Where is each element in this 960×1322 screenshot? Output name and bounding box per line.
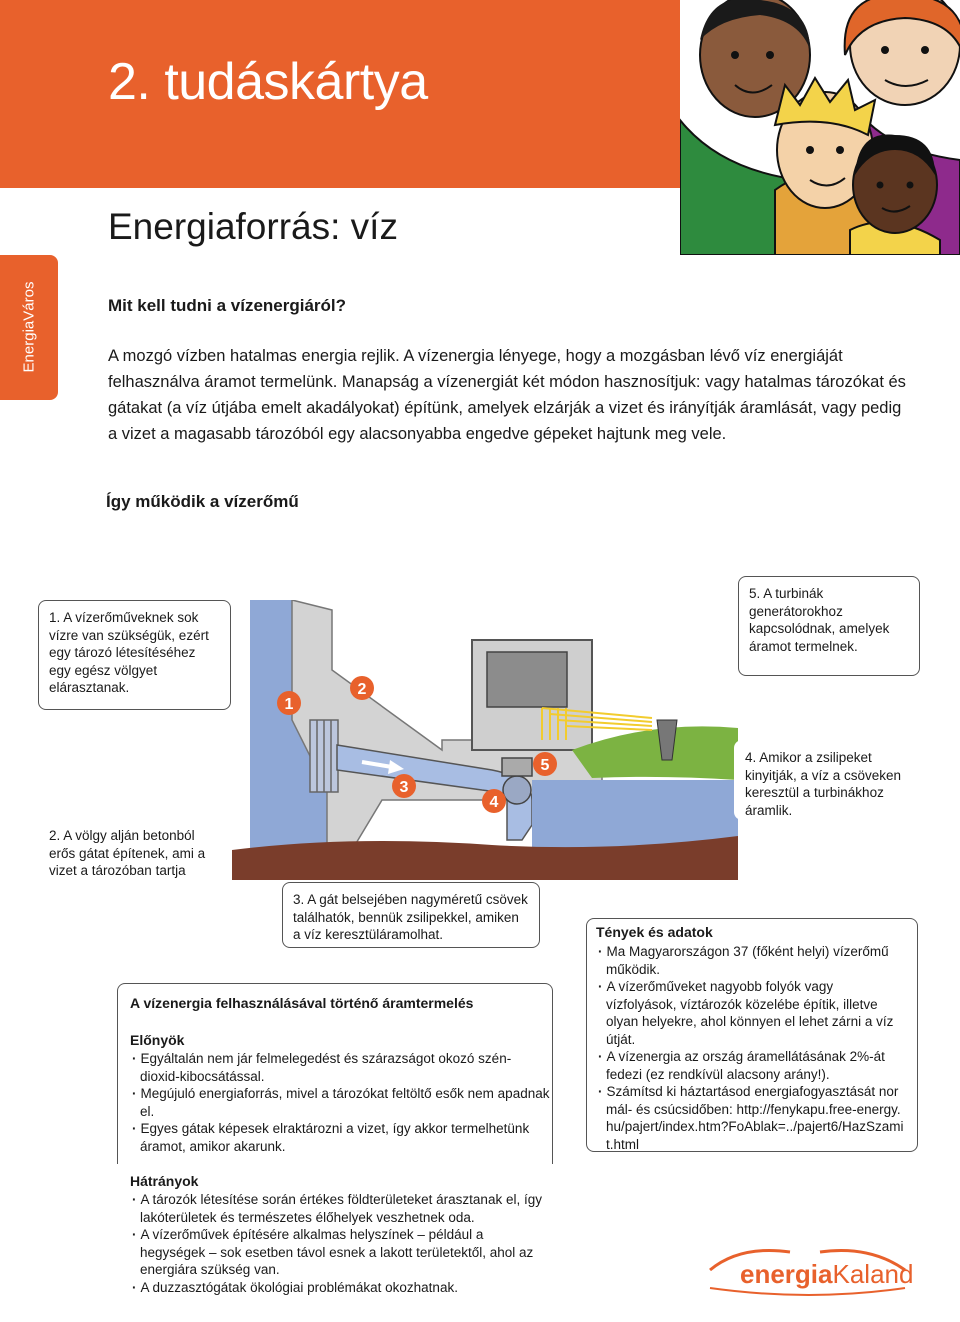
intro-heading: Mit kell tudni a vízenergiáról? — [108, 296, 347, 315]
fact-item: · Ma Magyarországon 37 (főként helyi) vízerőmű működik. — [596, 943, 906, 978]
disadvantages-list — [130, 1191, 545, 1296]
energiakaland-logo — [740, 1259, 913, 1290]
facts-list — [596, 943, 906, 1153]
diagram-callout-4: 4. Amikor a zsilipeket kinyitják, a víz a csöveken keresztül a turbinákhoz áramlik. — [734, 740, 920, 820]
svg-text:1: 1 — [284, 696, 294, 713]
diagram-callout-3: 3. A gát belsejében nagyméretű csövek találhatók, bennük zsilipekkel, amiken a víz keresztüláramolhat. — [282, 882, 540, 948]
disadvantage-item: · A duzzasztógátak ökológiai problémákat okozhatnak. — [130, 1279, 545, 1297]
svg-text:4: 4 — [489, 794, 499, 811]
hydropower-diagram — [232, 600, 738, 880]
side-tab-label: EnergiaVáros — [20, 281, 38, 373]
logo-part-kaland: Kaland — [832, 1259, 914, 1289]
diagram-callout-2: 2. A völgy alján betonból erős gátat építenek, ami a vizet a tározóban tartja — [38, 818, 226, 886]
diagram-callout-1: 1. A vízerőműveknek sok vízre van szükségük, ezért egy tározó létesítéséhez egy egész völgyet elárasztanak. — [38, 600, 231, 710]
energy-box-title: A vízenergia felhasználásával történő áramtermelés — [130, 995, 474, 1011]
fact-item: · A vízerőműveket nagyobb folyók vagy vízfolyások, víztározók közelébe építik, illetve olyan helyekre, ahol könnyen el lehet zárni a víz útját. — [596, 978, 906, 1048]
disadvantages-heading: Hátrányok — [130, 1173, 199, 1189]
diagram-callout-5: 5. A turbinák generátorokhoz kapcsolódnak, amelyek áramot termelnek. — [738, 576, 920, 676]
advantages-list — [130, 1050, 550, 1155]
subtitle: Energiaforrás: víz — [108, 206, 398, 247]
fact-item: · Számítsd ki háztartásod energiafogyasztását normál- és csúcsidőben: http://fenykapu.free-energy.hu/pajert/index.htm?FoAblak=../pajert6/HazSzamit.html — [596, 1083, 906, 1153]
diagram-marker-2 — [350, 676, 374, 700]
diagram-marker-5 — [533, 752, 557, 776]
disadvantage-item: · A tározók létesítése során értékes földterületeket árasztanak el, így lakóterületek és természetes élőhelyek veszhetnek oda. — [130, 1191, 545, 1226]
diagram-marker-1 — [277, 691, 301, 715]
advantage-item: · Egyáltalán nem jár felmelegedést és szárazságot okozó szén-dioxid-kibocsátással. — [130, 1050, 550, 1085]
diagram-heading: Így működik a vízerőmű — [106, 492, 299, 511]
diagram-marker-3 — [392, 774, 416, 798]
svg-text:5: 5 — [540, 757, 550, 774]
page-title: 2. tudáskártya — [108, 53, 428, 111]
advantage-item: · Megújuló energiaforrás, mivel a tározókat feltöltő esők nem apadnak el. — [130, 1085, 550, 1120]
diagram-marker-4 — [482, 789, 506, 813]
advantages-heading: Előnyök — [130, 1032, 185, 1048]
svg-text:2: 2 — [357, 681, 367, 698]
fact-item: · A vízenergia az ország áramellátásának 2%-át fedezi (ez rendkívül alacsony arány!). — [596, 1048, 906, 1083]
intro-text: A mozgó vízben hatalmas energia rejlik. A vízenergia lényege, hogy a mozgásban lévő víz energiáját felhasználva áramot termelünk. Manapság a vízenergiát két módon hasznosítjuk: vagy hatalmas tározókat és gátakat (a víz útjába emelt akadályokat) építünk, amelyek elzárják a vizet és irányítják áramlását, vagy pedig a vizet a magasabb tározóból egy alacsonyabba engedve gépeket hajtunk meg vele. — [108, 347, 906, 443]
disadvantage-item: · A vízerőművek építésére alkalmas helyszínek – például a hegységek – sok esetben távol esnek a lakott területektől, ahol az energiára szükség van. — [130, 1226, 545, 1279]
svg-text:3: 3 — [399, 779, 409, 796]
advantage-item: · Egyes gátak képesek elraktározni a vizet, így akkor termelhetünk áramot, amikor akarunk. — [130, 1120, 550, 1155]
logo-part-energia: energia — [740, 1259, 833, 1289]
children-illustration — [680, 0, 960, 255]
facts-heading: Tények és adatok — [596, 924, 713, 940]
